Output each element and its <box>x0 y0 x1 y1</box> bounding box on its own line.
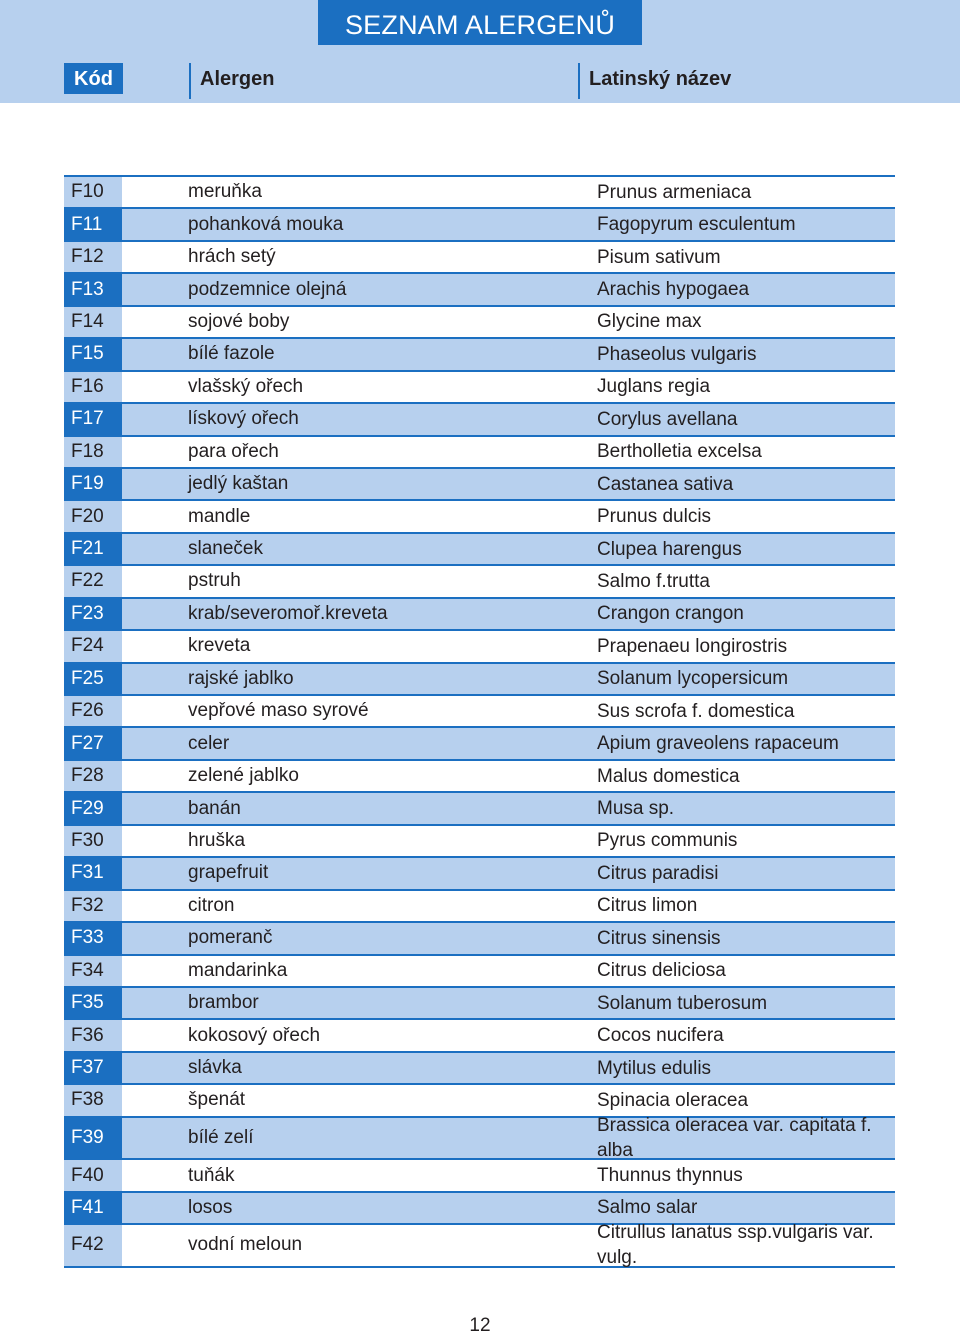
allergen-cell <box>188 242 588 272</box>
latin-cell <box>597 728 892 758</box>
allergen-cell <box>188 988 588 1018</box>
allergen-cell-text: celer <box>188 732 230 754</box>
latin-cell-text: Prunus armeniaca <box>597 181 752 203</box>
table-row <box>64 891 895 923</box>
code-cell <box>64 534 122 564</box>
code-cell-text: F18 <box>71 440 104 462</box>
latin-cell <box>597 956 892 986</box>
allergen-cell-text: kokosový ořech <box>188 1024 321 1046</box>
page-title: SEZNAM ALERGENŮ <box>318 0 642 45</box>
table-row <box>64 826 895 858</box>
allergen-cell-text: špenát <box>188 1089 246 1111</box>
table-row <box>64 1222 895 1269</box>
latin-cell <box>597 1053 892 1083</box>
latin-cell <box>597 826 892 856</box>
latin-cell-text: Sus scrofa f. domestica <box>597 700 795 722</box>
latin-cell <box>597 891 892 921</box>
table-row <box>64 1160 895 1192</box>
allergen-cell-text: mandarinka <box>188 959 288 981</box>
page-number: 12 <box>469 1315 491 1336</box>
latin-cell-text: Clupea harengus <box>597 538 742 560</box>
code-cell-text: F11 <box>71 213 103 235</box>
latin-cell-text: Musa sp. <box>597 798 675 820</box>
code-cell <box>64 1118 122 1159</box>
table-row <box>64 631 895 663</box>
allergen-cell-text: brambor <box>188 992 259 1014</box>
allergen-cell <box>188 339 588 369</box>
code-cell-text: F42 <box>71 1234 104 1256</box>
latin-cell <box>597 242 892 272</box>
allergen-cell-text: banán <box>188 797 241 819</box>
code-cell-text: F22 <box>71 570 104 592</box>
latin-cell-text: Citrus paradisi <box>597 862 719 884</box>
latin-cell <box>597 664 892 694</box>
latin-cell-text: Brassica oleracea var. capitata f. alba <box>597 1114 872 1161</box>
allergen-cell <box>188 696 588 726</box>
table-row <box>64 858 895 890</box>
code-cell-text: F34 <box>71 959 104 981</box>
latin-cell <box>597 1020 892 1050</box>
latin-cell <box>597 274 892 304</box>
table-row <box>64 242 895 274</box>
code-cell <box>64 826 122 856</box>
code-cell <box>64 566 122 596</box>
latin-cell <box>597 1193 892 1223</box>
code-cell-text: F12 <box>71 246 104 268</box>
allergen-cell <box>188 1085 588 1115</box>
latin-cell <box>597 372 892 402</box>
column-header-allergen: Alergen <box>189 63 580 99</box>
latin-cell-text: Prapenaeu longirostris <box>597 635 788 657</box>
allergen-cell-text: jedlý kaštan <box>188 473 289 495</box>
allergen-cell-text: slaneček <box>188 538 263 560</box>
allergen-cell <box>188 1225 588 1266</box>
code-cell-text: F36 <box>71 1024 104 1046</box>
allergen-cell-text: hrách setý <box>188 246 276 268</box>
latin-cell-text: Fagopyrum esculentum <box>597 214 796 236</box>
latin-cell-text: Pisum sativum <box>597 246 721 268</box>
table-row <box>64 728 895 760</box>
code-cell-text: F27 <box>71 732 104 754</box>
code-cell-text: F41 <box>71 1196 104 1218</box>
latin-cell <box>597 1085 892 1115</box>
code-cell-text: F38 <box>71 1089 104 1111</box>
code-cell <box>64 177 122 207</box>
allergen-cell-text: losos <box>188 1196 233 1218</box>
code-cell <box>64 1020 122 1050</box>
table-row <box>64 664 895 696</box>
latin-cell-text: Solanum tuberosum <box>597 992 768 1014</box>
code-cell <box>64 599 122 629</box>
allergen-cell <box>188 566 588 596</box>
code-cell <box>64 404 122 434</box>
allergen-cell-text: pohanková mouka <box>188 213 344 235</box>
latin-cell-text: Spinacia oleracea <box>597 1089 749 1111</box>
allergen-cell <box>188 728 588 758</box>
latin-cell-text: Salmo salar <box>597 1197 698 1219</box>
latin-cell-text: Thunnus thynnus <box>597 1165 743 1186</box>
latin-cell-text: Crangon crangon <box>597 603 744 625</box>
code-cell <box>64 696 122 726</box>
allergen-cell <box>188 437 588 467</box>
table-row <box>64 209 895 241</box>
latin-cell <box>597 1160 892 1190</box>
latin-cell-text: Apium graveolens rapaceum <box>597 733 839 755</box>
allergen-cell-text: lískový ořech <box>188 408 299 430</box>
table-row <box>64 469 895 501</box>
table-row <box>64 534 895 566</box>
latin-cell <box>597 209 892 239</box>
latin-cell <box>597 793 892 823</box>
latin-cell <box>597 566 892 596</box>
allergen-cell <box>188 664 588 694</box>
allergen-cell-text: hruška <box>188 829 246 851</box>
latin-cell <box>597 307 892 337</box>
allergen-cell-text: tuňák <box>188 1164 235 1186</box>
allergen-cell-text: mandle <box>188 505 251 527</box>
code-cell <box>64 242 122 272</box>
latin-cell-text: Juglans regia <box>597 376 711 398</box>
code-cell <box>64 469 122 499</box>
code-cell <box>64 1085 122 1115</box>
table-row <box>64 307 895 339</box>
code-cell <box>64 1193 122 1223</box>
code-cell-text: F28 <box>71 765 104 787</box>
latin-cell <box>597 177 892 207</box>
latin-cell <box>597 599 892 629</box>
latin-cell <box>597 696 892 726</box>
code-cell-text: F17 <box>71 408 104 430</box>
code-cell <box>64 1225 122 1266</box>
code-cell-text: F14 <box>71 310 104 332</box>
latin-cell-text: Citrus deliciosa <box>597 960 726 982</box>
allergen-cell-text: zelené jablko <box>188 765 299 787</box>
code-cell <box>64 664 122 694</box>
code-cell <box>64 631 122 661</box>
allergen-cell <box>188 307 588 337</box>
latin-cell-text: Malus domestica <box>597 765 740 787</box>
table-row <box>64 501 895 533</box>
code-cell-text: F13 <box>71 278 104 300</box>
allergen-cell-text: pstruh <box>188 570 241 592</box>
code-cell-text: F37 <box>71 1057 104 1079</box>
allergen-cell <box>188 858 588 888</box>
table-row <box>64 793 895 825</box>
latin-cell-text: Salmo f.trutta <box>597 570 710 592</box>
code-cell <box>64 923 122 953</box>
allergen-cell-text: vlašský ořech <box>188 375 304 397</box>
allergen-cell <box>188 404 588 434</box>
code-cell-text: F10 <box>71 181 104 203</box>
allergen-cell <box>188 1053 588 1083</box>
latin-cell-text: Phaseolus vulgaris <box>597 343 757 365</box>
code-cell-text: F31 <box>71 862 104 884</box>
code-cell-text: F24 <box>71 635 104 657</box>
allergen-table <box>64 175 895 1268</box>
latin-cell <box>597 858 892 888</box>
latin-cell-text: Glycine max <box>597 311 702 333</box>
allergen-cell-text: citron <box>188 894 235 916</box>
latin-cell-text: Citrullus lanatus ssp.vulgaris var. vulg. <box>597 1222 874 1269</box>
latin-cell <box>597 761 892 791</box>
code-cell <box>64 372 122 402</box>
allergen-cell-text: pomeranč <box>188 927 273 949</box>
code-cell-text: F15 <box>71 343 104 365</box>
allergen-cell-text: sojové boby <box>188 310 290 332</box>
table-row <box>64 566 895 598</box>
latin-cell <box>597 988 892 1018</box>
latin-cell-text: Arachis hypogaea <box>597 279 750 301</box>
code-cell-text: F30 <box>71 829 104 851</box>
latin-cell <box>597 404 892 434</box>
code-cell-text: F23 <box>71 602 104 624</box>
table-row <box>64 599 895 631</box>
allergen-cell <box>188 501 588 531</box>
allergen-cell <box>188 534 588 564</box>
code-cell <box>64 858 122 888</box>
code-cell <box>64 956 122 986</box>
allergen-cell <box>188 761 588 791</box>
allergen-cell <box>188 177 588 207</box>
allergen-cell-text: kreveta <box>188 635 251 657</box>
latin-cell <box>597 469 892 499</box>
latin-cell <box>597 1114 892 1161</box>
allergen-cell-text: vepřové maso syrové <box>188 700 369 722</box>
allergen-cell-text: vodní meloun <box>188 1234 303 1256</box>
code-cell <box>64 891 122 921</box>
table-row <box>64 696 895 728</box>
code-cell-text: F26 <box>71 700 104 722</box>
code-cell <box>64 437 122 467</box>
table-row <box>64 404 895 436</box>
allergen-cell-text: bílé zelí <box>188 1126 254 1148</box>
latin-cell-text: Corylus avellana <box>597 408 738 430</box>
code-cell-text: F40 <box>71 1164 104 1186</box>
code-cell-text: F21 <box>71 538 104 560</box>
latin-cell-text: Cocos nucifera <box>597 1025 724 1047</box>
table-row <box>64 339 895 371</box>
code-cell-text: F33 <box>71 927 104 949</box>
latin-cell <box>597 339 892 369</box>
code-cell-text: F39 <box>71 1126 104 1148</box>
allergen-cell-text: rajské jablko <box>188 667 294 689</box>
latin-cell-text: Mytilus edulis <box>597 1057 712 1079</box>
allergen-cell-text: slávka <box>188 1057 242 1079</box>
column-header-latin: Latinský název <box>578 63 889 99</box>
table-row <box>64 437 895 469</box>
latin-cell-text: Bertholletia excelsa <box>597 441 762 463</box>
table-row <box>64 923 895 955</box>
table-row <box>64 372 895 404</box>
table-row <box>64 1020 895 1052</box>
allergen-cell <box>188 599 588 629</box>
allergen-cell <box>188 1118 588 1159</box>
allergen-cell <box>188 923 588 953</box>
allergen-cell-text: grapefruit <box>188 862 269 884</box>
allergen-cell <box>188 209 588 239</box>
latin-cell <box>597 501 892 531</box>
code-cell-text: F29 <box>71 797 104 819</box>
allergen-cell-text: meruňka <box>188 181 262 203</box>
latin-cell-text: Citrus limon <box>597 895 698 917</box>
latin-cell-text: Castanea sativa <box>597 473 734 495</box>
latin-cell-text: Pyrus communis <box>597 830 738 852</box>
latin-cell <box>597 534 892 564</box>
allergen-cell <box>188 1193 588 1223</box>
latin-cell <box>597 437 892 467</box>
code-cell-text: F25 <box>71 667 104 689</box>
code-cell <box>64 339 122 369</box>
table-row <box>64 1053 895 1085</box>
code-cell-text: F20 <box>71 505 104 527</box>
table-row <box>64 761 895 793</box>
code-cell <box>64 728 122 758</box>
code-cell <box>64 307 122 337</box>
allergen-cell <box>188 469 588 499</box>
allergen-cell <box>188 631 588 661</box>
table-row <box>64 956 895 988</box>
allergen-cell-text: krab/severomoř.kreveta <box>188 602 388 624</box>
allergen-cell <box>188 826 588 856</box>
allergen-cell-text: para ořech <box>188 440 279 462</box>
code-cell <box>64 793 122 823</box>
latin-cell <box>597 631 892 661</box>
table-row <box>64 177 895 209</box>
code-cell-text: F35 <box>71 992 104 1014</box>
allergen-cell <box>188 891 588 921</box>
latin-cell-text: Citrus sinensis <box>597 927 721 949</box>
code-cell <box>64 988 122 1018</box>
allergen-cell <box>188 372 588 402</box>
allergen-cell <box>188 1020 588 1050</box>
code-cell <box>64 274 122 304</box>
allergen-cell <box>188 274 588 304</box>
table-row <box>64 988 895 1020</box>
code-cell <box>64 501 122 531</box>
table-row <box>64 274 895 306</box>
code-cell <box>64 209 122 239</box>
code-cell-text: F32 <box>71 894 104 916</box>
latin-cell <box>597 923 892 953</box>
latin-cell-text: Solanum lycopersicum <box>597 668 789 690</box>
allergen-cell-text: podzemnice olejná <box>188 278 347 300</box>
code-cell <box>64 761 122 791</box>
allergen-cell <box>188 956 588 986</box>
allergen-cell-text: bílé fazole <box>188 343 275 365</box>
code-cell <box>64 1053 122 1083</box>
column-header-code: Kód <box>64 63 123 94</box>
code-cell <box>64 1160 122 1190</box>
allergen-cell <box>188 1160 588 1190</box>
code-cell-text: F19 <box>71 473 104 495</box>
table-row <box>64 1114 895 1161</box>
code-cell-text: F16 <box>71 375 104 397</box>
latin-cell-text: Prunus dulcis <box>597 506 712 528</box>
allergen-cell <box>188 793 588 823</box>
latin-cell <box>597 1222 892 1269</box>
